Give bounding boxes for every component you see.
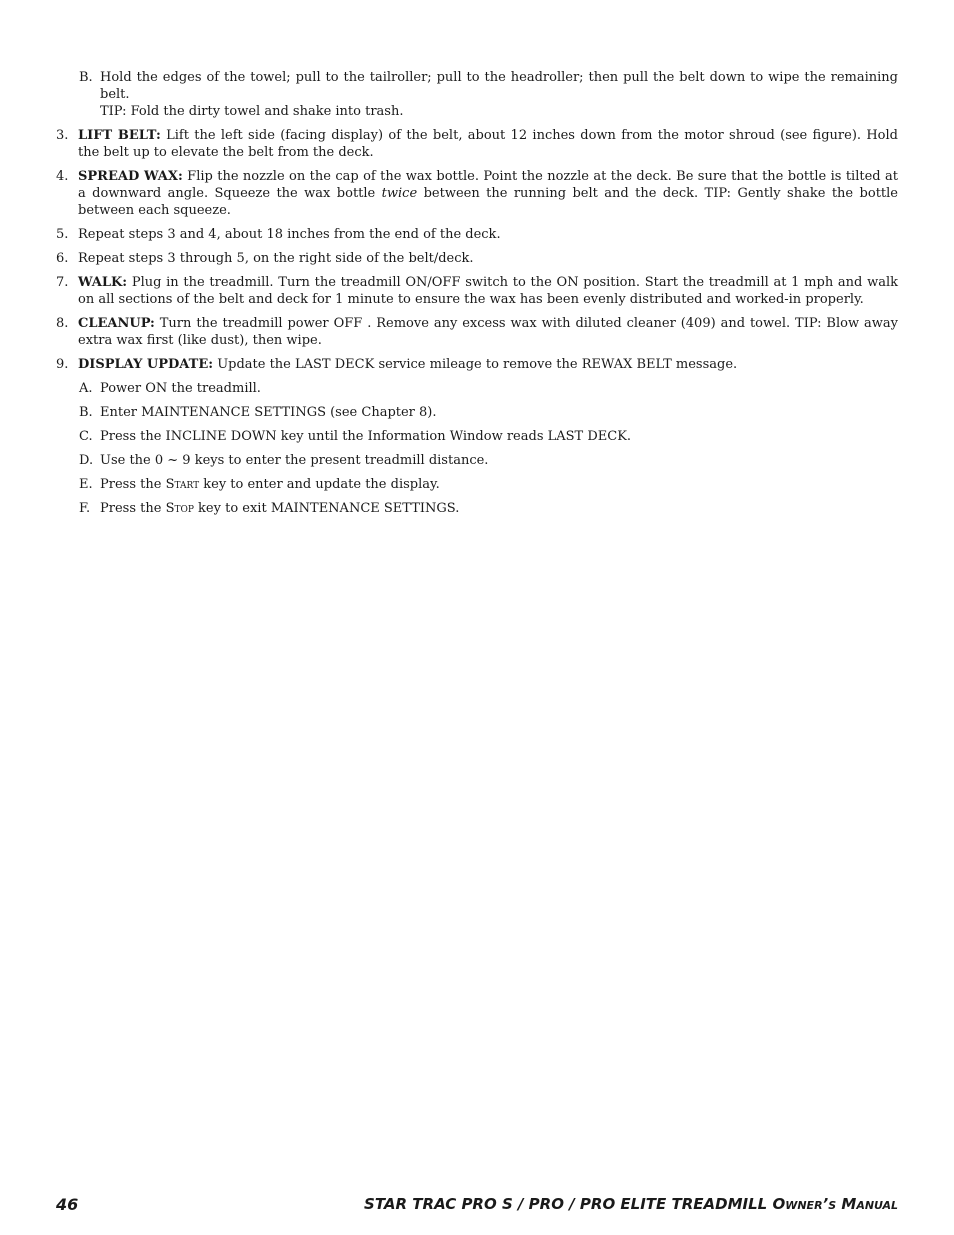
step-heading: WALK: — [78, 275, 128, 290]
page-number: 46 — [56, 1195, 79, 1214]
substep-f — [56, 500, 898, 517]
substep-text: Press the — [100, 501, 162, 516]
step-number: 7. — [56, 275, 69, 290]
substep-letter: A. — [79, 381, 93, 396]
manual-title-main: STAR TRAC PRO S / PRO / PRO ELITE TREADMILL — [364, 1195, 768, 1213]
substep-text: Power ON the treadmill. — [100, 381, 261, 396]
step-number: 4. — [56, 169, 69, 184]
substep-text: Press the — [100, 477, 162, 492]
substep-d — [56, 452, 898, 469]
substep-b — [56, 404, 898, 421]
step-text-continued: between the running belt and the deck. TIP: Gently shake the bottle between each squeeze. — [78, 186, 898, 218]
substep-text: Press the INCLINE DOWN key until the Information Window reads LAST DECK. — [100, 429, 632, 444]
manual-title-small-caps: Owner’s Manual — [772, 1195, 898, 1213]
step-text: Lift the left side (facing display) of the belt, about 12 inches down from the motor shroud (see figure). Hold the belt up to elevate the belt from the deck. — [78, 128, 898, 160]
substep-text: Use the 0 ~ 9 keys to enter the present treadmill distance. — [100, 453, 489, 468]
step-number: 3. — [56, 128, 69, 143]
substep-text-continued: key to enter and update the display. — [203, 477, 440, 492]
step-number: 8. — [56, 316, 69, 331]
step-heading: DISPLAY UPDATE: — [78, 357, 214, 372]
substep-letter: D. — [79, 453, 94, 468]
step-7 — [56, 274, 898, 308]
substep-letter: B. — [79, 70, 93, 85]
page-footer — [56, 1196, 898, 1218]
substep-letter: B. — [79, 405, 93, 420]
substep-letter: C. — [79, 429, 93, 444]
step-text: Repeat steps 3 through 5, on the right side of the belt/deck. — [78, 251, 474, 266]
step-8 — [56, 315, 898, 349]
step-3 — [56, 127, 898, 161]
substep-text: Enter MAINTENANCE SETTINGS (see Chapter 8). — [100, 405, 437, 420]
stop-key-label: Stop — [165, 501, 194, 516]
step-number: 9. — [56, 357, 69, 372]
step-heading: CLEANUP: — [78, 316, 155, 331]
substep-letter: E. — [79, 477, 93, 492]
substep-c — [56, 428, 898, 445]
substep-text-line1: Hold the edges of the towel; pull to the tailroller; pull to the headroller; then pull the belt down to wipe the remaining belt. — [100, 70, 898, 102]
substep-text-continued: key to exit MAINTENANCE SETTINGS. — [198, 501, 460, 516]
page-content — [56, 69, 898, 524]
step-9 — [56, 356, 898, 373]
substep-letter: F. — [79, 501, 91, 516]
step-text: Plug in the treadmill. Turn the treadmill ON/OFF switch to the ON position. Start the treadmill at 1 mph and walk on all sections of the belt and deck for 1 minute to ensure the wax has been evenly distributed and worked-in properly. — [78, 275, 899, 307]
step-text: Update the LAST DECK service mileage to remove the REWAX BELT message. — [217, 357, 738, 372]
start-key-label: Start — [165, 477, 200, 492]
substep-text-line2: TIP: Fold the dirty towel and shake into trash. — [100, 104, 404, 119]
step-text: Turn the treadmill power OFF . Remove any excess wax with diluted cleaner (409) and towel. TIP: Blow away extra wax first (like dust), then wipe. — [78, 316, 898, 348]
step-5 — [56, 226, 898, 243]
step-text: Repeat steps 3 and 4, about 18 inches from the end of the deck. — [78, 227, 501, 242]
substep-e — [56, 476, 898, 493]
step-4 — [56, 168, 898, 219]
manual-title — [364, 1196, 898, 1213]
step-text: Flip the nozzle on the cap of the wax bottle. Point the nozzle at the deck. Be sure that the bottle is tilted at a downward angle. Squeeze the wax bottle — [78, 169, 898, 201]
substep-b-continued — [56, 69, 898, 120]
step-number: 6. — [56, 251, 69, 266]
step-6 — [56, 250, 898, 267]
step-heading: SPREAD WAX: — [78, 169, 183, 184]
substep-a — [56, 380, 898, 397]
step-heading: LIFT BELT: — [78, 128, 161, 143]
step-emphasis: twice — [381, 186, 418, 201]
step-number: 5. — [56, 227, 69, 242]
